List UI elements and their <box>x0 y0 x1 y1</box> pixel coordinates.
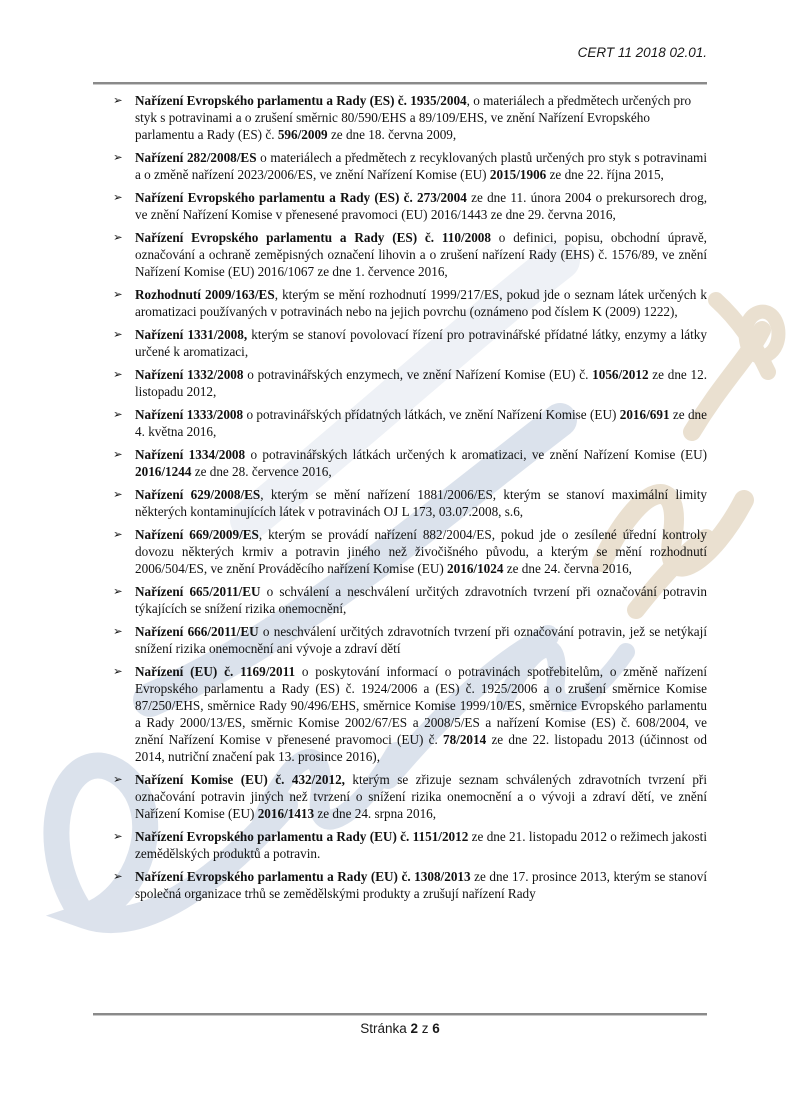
list-item-text: Nařízení 629/2008/ES, kterým se mění nařízení 1881/2006/ES, kterým se stanoví maximální limity některých kontaminujících látek v potravinách OJ L 173, 03.07.2008, s.6, <box>135 487 707 519</box>
list-item <box>93 92 707 143</box>
list-item <box>93 149 707 183</box>
arrow-bullet-icon: ➢ <box>113 150 123 164</box>
list-item-text: Nařízení 1331/2008, kterým se stanoví povolovací řízení pro potravinářské přídatné látky, enzymy a látky určené k aromatizaci, <box>135 327 707 359</box>
page-number-total: 6 <box>432 1021 440 1036</box>
arrow-bullet-icon: ➢ <box>113 407 123 421</box>
list-item-text: Nařízení 1332/2008 o potravinářských enzymech, ve znění Nařízení Komise (EU) č. 1056/2012 ze dne 12. listopadu 2012, <box>135 367 707 399</box>
arrow-bullet-icon: ➢ <box>113 584 123 598</box>
page-number-prefix: Stránka <box>360 1021 411 1036</box>
list-item <box>93 486 707 520</box>
arrow-bullet-icon: ➢ <box>113 190 123 204</box>
list-item-text: Nařízení Komise (EU) č. 432/2012, kterým se zřizuje seznam schválených zdravotních tvrzení při označování potravin jiných než tvrzení o snížení rizika onemocnění a o vývoji a zdraví dětí, ve znění Nařízení Komise (EU) 2016/1413 ze dne 24. srpna 2016, <box>135 772 707 821</box>
arrow-bullet-icon: ➢ <box>113 624 123 638</box>
page-content <box>93 92 707 908</box>
list-item-text: Rozhodnutí 2009/163/ES, kterým se mění rozhodnutí 1999/217/ES, pokud jde o seznam látek určených k aromatizaci používaných v potravinách nebo na jejich povrchu (oznámeno pod číslem K (2009) 1222), <box>135 287 708 319</box>
list-item-text: Nařízení 665/2011/EU o schválení a neschválení určitých zdravotních tvrzení při označování potravin týkajících se snížení rizika onemocnění, <box>135 584 707 616</box>
list-item <box>93 366 707 400</box>
list-item-text: Nařízení 1334/2008 o potravinářských látkách určených k aromatizaci, ve znění Nařízení Komise (EU) 2016/1244 ze dne 28. července 2016, <box>135 447 707 479</box>
list-item <box>93 828 707 862</box>
arrow-bullet-icon: ➢ <box>113 664 123 678</box>
page-number-separator: z <box>418 1021 433 1036</box>
list-item <box>93 771 707 822</box>
list-item-text: Nařízení Evropského parlamentu a Rady (ES) č. 273/2004 ze dne 11. února 2004 o prekursorech drog, ve znění Nařízení Komise v přenesené pravomoci (EU) 2016/1443 ze dne 29. června 2016, <box>135 190 708 222</box>
list-item-text: Nařízení 1333/2008 o potravinářských přídatných látkách, ve znění Nařízení Komise (EU) 2016/691 ze dne 4. května 2016, <box>135 407 707 439</box>
arrow-bullet-icon: ➢ <box>113 367 123 381</box>
header-doc-code: CERT 11 2018 02.01. <box>577 45 707 60</box>
list-item <box>93 446 707 480</box>
list-item-text: Nařízení (EU) č. 1169/2011 o poskytování informací o potravinách spotřebitelům, o změně nařízení Evropského parlamentu a Rady (ES) č. 1924/2006 a (ES) č. 1925/2006 a o zrušení směrnice Komise 87/250/EHS, směrnice Rady 90/496/EHS, směrnice Komise 1999/10/ES, směrnice Evropského parlamentu a Rady 2000/13/ES, směrnic Komise 2002/67/ES a 2008/5/ES a nařízení Komise (ES) č. 608/2004, ve znění Nařízení Komise v přenesené pravomoci (EU) č. 78/2014 ze dne 22. listopadu 2013 (účinnost od 2014, nutriční značení pak 13. prosince 2016), <box>135 664 707 764</box>
list-item-text: Nařízení 669/2009/ES, kterým se provádí nařízení 882/2004/ES, pokud jde o zesílené úřední kontroly dovozu některých krmiv a potravin jiného než živočišného původu, a kterým se mění rozhodnutí 2006/504/ES, ve znění Prováděcího nařízení Komise (EU) 2016/1024 ze dne 24. června 2016, <box>135 527 707 576</box>
page-number-label <box>0 1021 800 1036</box>
list-item-text: Nařízení 282/2008/ES o materiálech a předmětech z recyklovaných plastů určených pro styk s potravinami a o změně nařízení 2023/2006/ES, ve znění Nařízení Komise (EU) 2015/1906 ze dne 22. října 2015, <box>135 150 707 182</box>
list-item <box>93 663 707 765</box>
list-item <box>93 623 707 657</box>
arrow-bullet-icon: ➢ <box>113 287 123 301</box>
arrow-bullet-icon: ➢ <box>113 772 123 786</box>
list-item <box>93 286 707 320</box>
arrow-bullet-icon: ➢ <box>113 869 123 883</box>
list-item-text: Nařízení Evropského parlamentu a Rady (EU) č. 1308/2013 ze dne 17. prosince 2013, kterým se stanoví společná organizace trhů se zemědělskými produkty a zrušují nařízení Rady <box>135 869 708 901</box>
list-item <box>93 406 707 440</box>
list-item <box>93 229 707 280</box>
list-item <box>93 189 707 223</box>
arrow-bullet-icon: ➢ <box>113 447 123 461</box>
list-item-text: Nařízení Evropského parlamentu a Rady (ES) č. 1935/2004, o materiálech a předmětech určených pro styk s potravinami a o zrušení směrnic 80/590/EHS a 89/109/EHS, ve znění Nařízení Evropského parlamentu a Rady (ES) č. 596/2009 ze dne 18. června 2009, <box>135 93 692 142</box>
list-item-text: Nařízení 666/2011/EU o neschválení určitých zdravotních tvrzení při označování potravin, jež se netýkají snížení rizika onemocnění ani vývoje a zdraví dětí <box>135 624 707 656</box>
page-number-current: 2 <box>410 1021 418 1036</box>
arrow-bullet-icon: ➢ <box>113 527 123 541</box>
regulation-list <box>93 92 707 902</box>
list-item <box>93 583 707 617</box>
footer-rule <box>93 1013 707 1016</box>
header-rule <box>93 82 707 85</box>
arrow-bullet-icon: ➢ <box>113 487 123 501</box>
arrow-bullet-icon: ➢ <box>113 829 123 843</box>
list-item <box>93 868 707 902</box>
arrow-bullet-icon: ➢ <box>113 230 123 244</box>
arrow-bullet-icon: ➢ <box>113 327 123 341</box>
list-item <box>93 326 707 360</box>
list-item-text: Nařízení Evropského parlamentu a Rady (ES) č. 110/2008 o definici, popisu, obchodní úpravě, označování a ochraně zeměpisných označení lihovin a o zrušení nařízení Rady (EHS) č. 1576/89, ve znění Nařízení Komise (EU) 2016/1067 ze dne 1. července 2016, <box>135 230 707 279</box>
list-item-text: Nařízení Evropského parlamentu a Rady (EU) č. 1151/2012 ze dne 21. listopadu 2012 o režimech jakosti zemědělských produktů a potravin. <box>135 829 707 861</box>
list-item <box>93 526 707 577</box>
arrow-bullet-icon: ➢ <box>113 93 123 107</box>
